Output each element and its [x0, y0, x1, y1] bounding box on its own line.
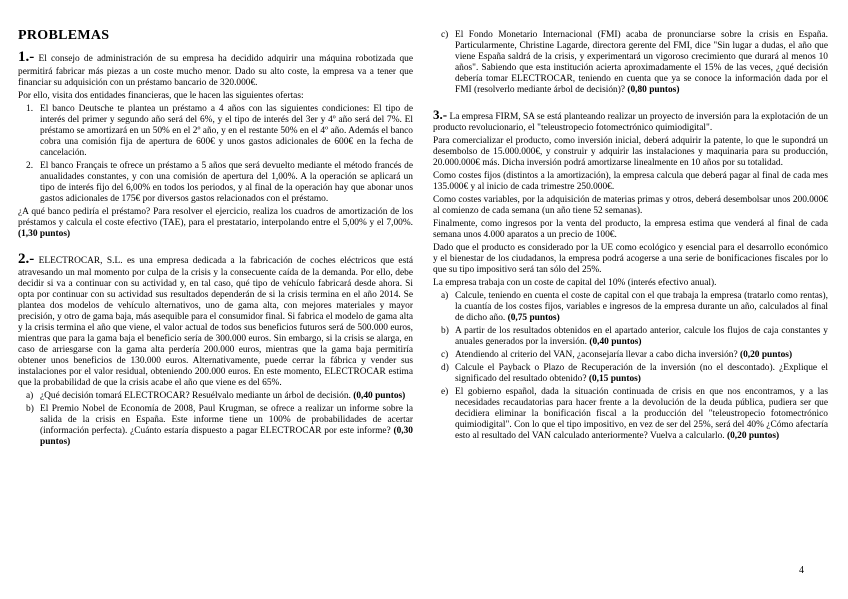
- problem-3-number: 3.-: [433, 107, 448, 122]
- points-label: (0,15 puntos): [588, 374, 641, 384]
- problem-1-lead: Por ello, visita dos entidades financieras, que le hacen las siguientes ofertas:: [18, 90, 304, 101]
- offer-text: El banco Deutsche te plantea un préstamo a 4 años con las siguientes condiciones: El tipo de interés del primer y segundo año será del 6%, y el tipo de interés del 3er y 4º año será del 7%. El préstamo se amortizará en un 50% en el 2º año, y en el restante 50% en el 4º año. Además el banco cobra una comisión fija de apertura de 600€ y unos gastos adicionales de 600€ en la fecha de cancelación.: [40, 103, 413, 158]
- points-label: (0,75 puntos): [507, 313, 560, 323]
- paragraph: Finalmente, como ingresos por la venta del producto, la empresa estima que venderá al final de cada semana unos 4.000 aparatos a un precio de 100€.: [433, 219, 828, 240]
- item-text: [40, 404, 413, 448]
- paragraph: Para comercializar el producto, como inversión inicial, deberá adquirir la patente, lo que le supondrá un desembolso de 15.000.000€, y construir y adquirir las instalaciones y maquinaria para su producción, 20.000.000€ más. Dicha inversión podrá amortizarse linealmente en 10 años por su totalidad.: [433, 136, 828, 168]
- problem-1-question: [18, 207, 413, 240]
- points-label: (0,30 puntos): [40, 426, 413, 448]
- problem-3-text: La empresa FIRM, SA se está planteando realizar un proyecto de inversión para la explotación de un producto revolucionario, el "teleustropecio fotomectrónico quimiodigital".: [433, 112, 828, 133]
- problem-1-intro: [18, 49, 413, 89]
- list-item: [433, 363, 828, 385]
- item-text: [455, 326, 828, 348]
- item-text: [455, 30, 828, 96]
- item-text: [455, 291, 828, 324]
- item-question: El Fondo Monetario Internacional (FMI) acaba de pronunciarse sobre la crisis en España. Particularmente, Christine Lagarde, directora gerente del FMI, dice "Sin lugar a dudas, el año que viene España saldrá de la crisis, y experimentará un vigoroso crecimiento que durará al menos 10 años". Sabiendo que esta institución acierta aproximadamente el 15% de las veces, ¿qué decisión debería tomar ELECTROCAR, teniendo en cuenta que ya se conoce la información dada por el FMI (resolverlo mediante árbol de decisión)?: [455, 30, 828, 95]
- left-column: [18, 28, 413, 450]
- list-marker: b): [26, 404, 34, 415]
- item-text: [455, 387, 828, 442]
- problem-2-intro: [18, 251, 413, 390]
- problem-2-text: ELECTROCAR, S.L. es una empresa dedicada a la fabricación de coches eléctricos que está atravesando un mal momento por culpa de la crisis y la consecuente caída de la demanda. Por ello, debe decidir si va a continuar con su actividad y, en tal caso, qué tipo de vehículo fabricará desde ahora. Si opta por continuar con su actividad sus resultados dependerán de si la crisis termina en el año 2014. Se plantea dos modelos de vehículo alternativos, uno de gama alta, con mejores materiales y mayor precisión, y otro de gama baja, más asequible para el consumidor final. Si fabrica el modelo de gama alta y la crisis termina el año que viene, el valor actual de todos sus beneficios futuros será de 500.000 euros, mientras que para la gama baja el beneficio sería de 300.000 euros. Sin embargo, si la crisis se alarga, en caso de arriesgarse con la gama alta perdería 200.000 euros, mientras que la gama baja permitiría obtener unos beneficios de 130.000 euros. Alternativamente, puede cerrar la fábrica y vender sus instalaciones por el valor residual, obteniendo 200.000 euros. En este momento, ELECTROCAR estima que la probabilidad de que la crisis acabe el año que viene es del 65%.: [18, 255, 413, 389]
- list-marker: e): [441, 387, 449, 397]
- page-title: PROBLEMAS: [18, 28, 110, 43]
- right-column: [433, 30, 828, 444]
- page-number: 4: [799, 565, 804, 576]
- points-label: (0,80 puntos): [627, 85, 680, 95]
- item-question: A partir de los resultados obtenidos en el apartado anterior, calcule los flujos de caja constantes y anuales generados por la inversión.: [455, 326, 828, 347]
- points-label: (0,20 puntos): [727, 431, 780, 441]
- list-marker: 1.: [26, 103, 34, 114]
- item-question: El gobierno español, dada la situación continuada de crisis en que nos encontramos, y a las necesidades recaudatorias para hacer frente a la devolución de la deuda pública, pudiera ser que decidiera eliminar la bonificación fiscal a la producción del "teleustropecio fotomectrónico quimiodigital". Con lo que el tipo impositivo, en vez de ser del 25%, será del 40% ¿Cómo afectaría esto al resultado del VAN calculado anteriormente? Vuelva a calcularlo.: [455, 387, 828, 441]
- list-marker: a): [26, 391, 34, 402]
- list-marker: b): [441, 326, 449, 336]
- list-item: [433, 387, 828, 442]
- item-text: [455, 363, 828, 385]
- list-item: [433, 291, 828, 324]
- list-item: [433, 326, 828, 348]
- question-text: ¿A qué banco pediría el préstamo? Para resolver el ejercicio, realiza los cuadros de amortización de los préstamos y calcula el coste efectivo (TAE), para el prestatario, interpolando entre el 5,00% y el 7,00%.: [18, 206, 413, 228]
- item-question: Calcule el Payback o Plazo de Recuperación de la inversión (no el descontado). ¿Explique el significado del resultado obtenido?: [455, 363, 828, 384]
- item-question: ¿Qué decisión tomará ELECTROCAR? Resuélvalo mediante un árbol de decisión.: [40, 391, 354, 402]
- points-label: (0,40 puntos): [353, 391, 406, 402]
- points-label: (0,40 puntos): [589, 337, 642, 347]
- list-marker: c): [441, 30, 449, 40]
- list-item: [18, 104, 413, 159]
- list-marker: 2.: [26, 160, 34, 171]
- item-question: El Premio Nobel de Economía de 2008, Paul Krugman, se ofrece a realizar un informe sobre la salida de la crisis en España. Este informe tiene un 100% de probabilidades de acertar (información perfecta). ¿Cuánto estaría dispuesto a pagar ELECTROCAR por este informe?: [40, 404, 413, 437]
- item-text: [40, 391, 413, 402]
- list-marker: a): [441, 291, 449, 301]
- item-text: [455, 350, 828, 361]
- paragraph: Dado que el producto es considerado por la UE como ecológico y esencial para el desarrollo económico y el bienestar de los ciudadanos, la empresa podrá acogerse a una serie de bonificaciones fiscales por lo que su tipo impositivo será tan sólo del 25%.: [433, 243, 828, 275]
- points-label: (1,30 puntos): [18, 228, 71, 239]
- paragraph: Como costes fijos (distintos a la amortización), la empresa calcula que deberá pagar al final de cada mes 135.000€ y al inicio de cada trimestre 250.000€.: [433, 171, 828, 192]
- points-label: (0,20 puntos): [739, 350, 793, 360]
- problem-1-text: El consejo de administración de su empresa ha decidido adquirir una máquina robotizada que permitirá fabricar más piezas a un coste mucho menor. Dado su alto coste, la empresa va a tener que financiar su adquisición con un préstamo bancario de 320.000€.: [18, 54, 413, 88]
- paragraph: La empresa trabaja con un coste de capital del 10% (interés efectivo anual).: [433, 278, 717, 288]
- problem-1-number: 1.-: [18, 49, 35, 66]
- list-item: [18, 404, 413, 448]
- list-item: [433, 30, 828, 96]
- item-question: Calcule, teniendo en cuenta el coste de capital con el que trabaja la empresa (tratarlo como rentas), la cuantía de los costes fijos, variables e ingresos de la empresa durante un año, calculados al final de dicho año.: [455, 291, 828, 323]
- item-question: Atendiendo al criterio del VAN, ¿aconsejaría llevar a cabo dicha inversión?: [455, 350, 740, 360]
- list-item: [18, 391, 413, 402]
- paragraph: Como costes variables, por la adquisición de materias primas y otros, deberá desembolsar unos 200.000€ al comienzo de cada semana (un año tiene 52 semanas).: [433, 195, 828, 216]
- list-item: [433, 350, 828, 361]
- offer-text: El banco Français te ofrece un préstamo a 5 años que será devuelto mediante el método francés de anualidades constantes, y con una comisión de apertura del 1,00%. A la operación se aplicará un tipo de interés fijo del 6,00% en todos los periodos, y al final de la operación hay que abonar unos gastos adicionales de 175€ por diversos gastos relacionados con el préstamo.: [40, 160, 413, 204]
- problem-2-number: 2.-: [18, 250, 35, 267]
- problem-3-intro: [433, 107, 828, 134]
- list-item: [18, 161, 413, 205]
- list-marker: c): [441, 350, 449, 360]
- list-marker: d): [441, 363, 449, 373]
